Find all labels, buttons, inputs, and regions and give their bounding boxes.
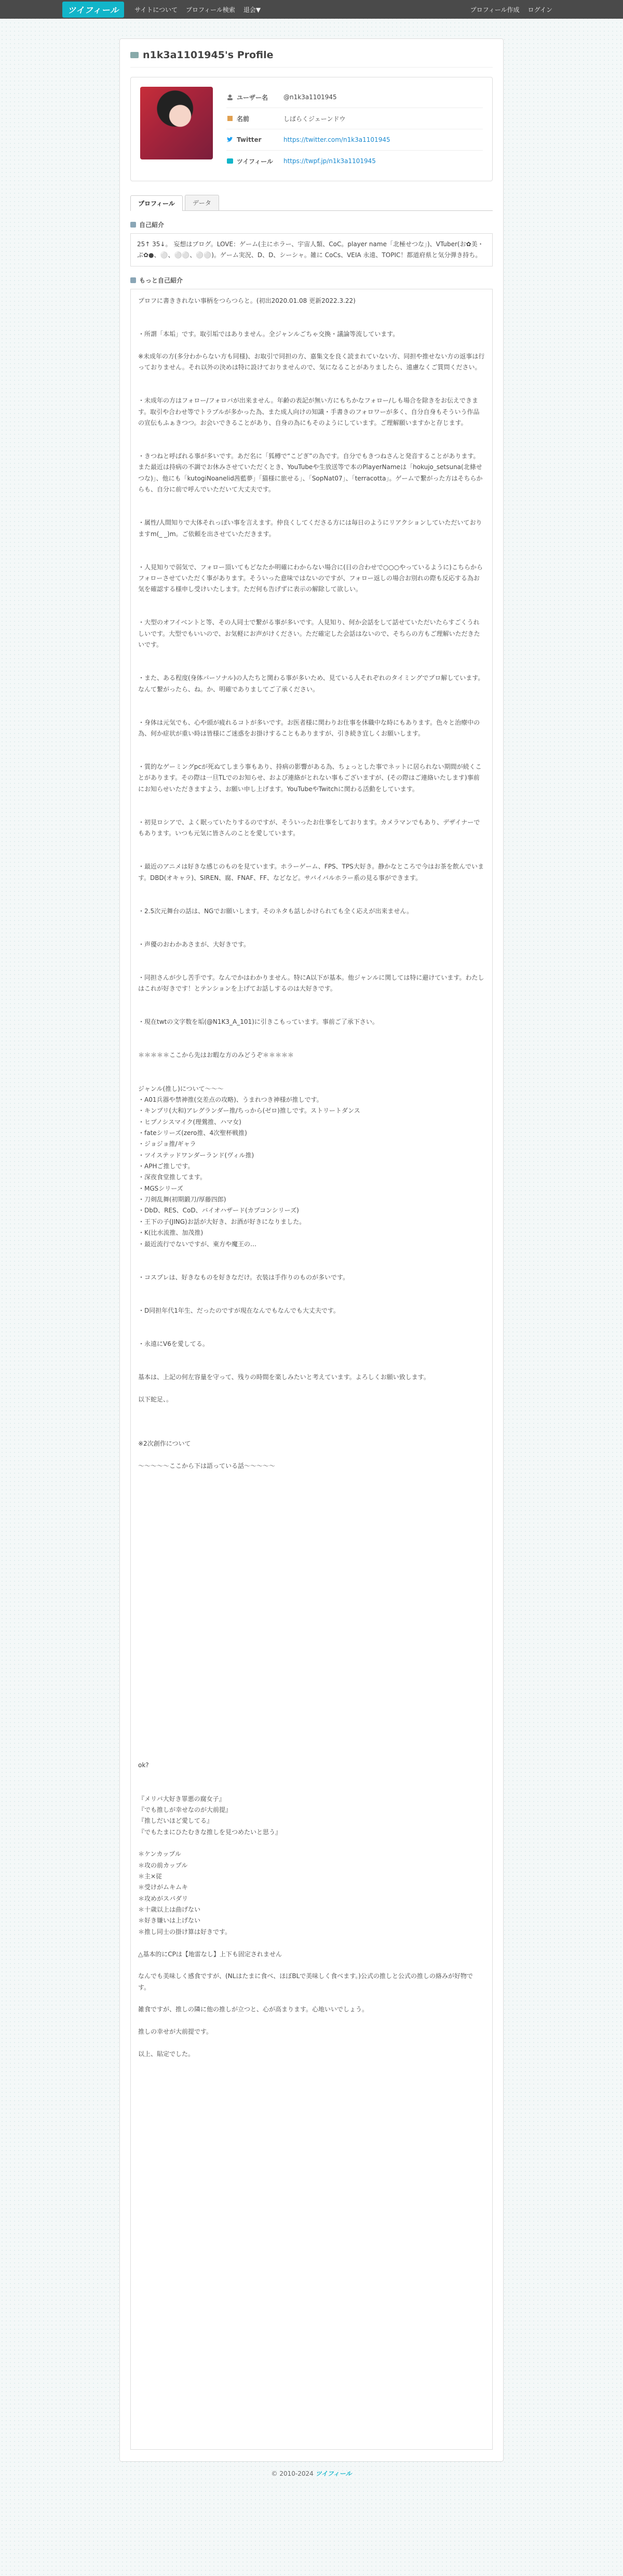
profile-tabs [130, 195, 493, 211]
name-icon [226, 115, 234, 122]
tab-data[interactable]: データ [185, 195, 219, 210]
more-heading-text: もっと自己紹介 [139, 277, 183, 284]
nav-withdraw-link[interactable]: 退会▼ [243, 6, 261, 14]
footer-brand[interactable]: ツイフィール [315, 2470, 352, 2477]
info-label-name: 名前 [237, 115, 250, 123]
profile-info [226, 87, 483, 171]
info-row-name [226, 108, 483, 129]
site-logo[interactable]: ツイフィール [62, 2, 124, 18]
page-title [130, 49, 493, 68]
profile-flag-icon [130, 52, 139, 58]
footer-copyright: © 2010-2024 [271, 2470, 314, 2477]
info-row-twpf [226, 151, 483, 171]
section-icon [130, 277, 136, 283]
info-label-username: ユーザー名 [237, 94, 268, 101]
more-intro-text: プロフに書ききれない事柄をつらつらと。(初出2020.01.08 更新2022.3.22) ・所謂「本垢」です。取引垢ではありません。全ジャンルごちゃ交換・議論等流しています。 ※未成年の方(多分わからない方も同様)、お取引で同担の方、嘉集文を良く読まれていない方、同担や推せない方の返事は行っておりません。それ以外の決めは特に設けておりませんので、気になることがありましたら、遠慮なくご質問ください。 ・未成年の方はフォロー/フォロバが出来ません。年齢の表記が無い方にもちかなフォロー/しも場合を除きをお伝えできます。取引や合わせ等でトラブルが多かった為、また成人向けの知識・手書きのフォロワーが多く、自分自身もそういう作品の宣伝もふぁきつつ。お会いできることがあり、自身の為にもそのようにしています。ご理解願いますかと存じます。 ・きつねと呼ばれる事が多いです。あだ名に「狐樽で“こどぎ”の為です。自分でもきつねさんと発音することがあります。また最近は持病の不調でお休みさせていただくとき、YouTubeや生放送等で本のPlayerNameは「hokujo_setsuna(北條せつな)」、他にも「kutogiNoanelid茜藍夢」「猫様に旅せる」、「SopNat07」、「terracotta」。ゲームで繋がった方はそちらからも、自分に前で呼んでいただいて大丈夫です。 ・属性/人間知りで大体それっぽい事を言えます。仲良くしてくださる方には毎日のようにリアクションしていただいておりますm(_ _)m。ご依頼を出させていただきます。 ・人見知りで弱気で、フォロー頂いてもどなたか明確にわからない場合に(日の合わせで○○○やっているように)こちらからフォローさせていただく事があります。そういった意味ではないのですが、フォロー返しの場合お別れの際も反応する為お気を確認する様申し受けいたします。ただ何も告げずに表示の解除して欲しい。 ・大型のオフイベントと等、その人同士で繋がる事が多いです。人見知り、何か会話をして話せていただいたらすごくうれしいです。大型でもいいので、お気軽にお声がけください。ただ確定した会話はないので、そちらの方もご理解いただきたいです。 ・また、ある程度(身体パーソナル)の人たちと関わる事が多いため、見ている人それぞれのタイミングでプロ解しています。なんて繋がったら、ね。か、明確でありましてご了承ください。 ・身体は元気でも、心や頭が疲れるコトが多いです。お医者様に関わりお仕事を休職中な時にもあります。色々と治療中の為、何か症状が重い時は皆様にご迷惑をお掛けすることもありますが、引き続き宜しくお願いします。 ・質的なゲーミングpcが死ぬてしまう事もあり、持病の影響がある為、ちょっとした事でネットに居られない期間が続くことがあります。その際は一旦TLでのお知らせ、および連絡がとれない事もございますが、(その際はご連絡いたします)事前にお知らせいただきますよう、お願い申し上げます。YouTubeやTwitchに関わる活動をしています。 ・初見ロシアで、よく眠っていたりするのですが、そういったお仕事をしております。カメラマンでもあり、デザイナーでもあります。いつも元気に皆さんのことを愛しています。 ・最近のアニメは好きな感じのものを見ています。ホラーゲーム、FPS、TPS大好き。静かなところで今はお茶を飲んでいます。DBD(オキャラ)、SIREN、腐、FNAF、FF、などなど。サバイバルホラー系の見る事ができます。 ・2.5次元舞台の話は、NGでお願いします。そのネタも話しかけられても全く応えが出来ません。 ・声優のおわかあさまが、大好きです。 ・同担さんが少し苦手です。なんでかはわかりません。特にA以下が基本。他ジャンルに関しては特に避けています。わたしはこれが好きです！とテンションを上げてお話しするのは大好きです。 ・現在twtの文字数を垢(@N1K3_A_101)に引きこもっています。事前ご了承下さい。 ＊＊＊＊＊ここから先はお暇な方のみどうぞ＊＊＊＊＊ ジャンル(推し)について〜〜〜 ・A01兵器や禁神推(交差点の攻略)、うまれつき神様が推しです。 ・キンプリ(大和)アレグランダー推/ちっから(ゼロ)推しです。ストリートダンス ・ヒプノシスマイク(理鶯推、ハマ女) ・fateシリーズ(zero推、4次聖杯戦推) ・ジョジョ推/ギャラ ・ツイステッドワンダーランド(ヴィル推) ・APHご推しです。 ・深夜食堂推してます。 ・MGSシリーズ ・刀剣乱舞(初期鍛刀/厚藤四郎) ・DbD、RES、CoD、バイオハザード(カプコンシリーズ) ・王下の子(JING)お話が大好き、お酒が好きになりました。 ・K(比水流推、加茂推) ・最近流行でないですが、東方や魔王の… ・コスプレは、好きなものを好きなだけ。衣装は手作りのものが多いです。 ・D同担年代1年生、だったのですが現在なんでもなんでも大丈夫です。 ・永遠にV6を愛してる。 基本は、上記の何左容量を守って、残りの時間を楽しみたいと考えています。よろしくお願い致します。 以下蛇足、。 ※2次創作について 〜〜〜〜〜ここから下は語っている話〜〜〜〜〜 ok? 『メリバ大好き罪悪の腐女子』 『でも推しが幸せなのが大前提』 『推しだいほど愛してる』 『でもたまにひたむきな推しを見つめたいと思う』 ＊ケンカップル ＊攻の前カップル ＊主×従 ＊受けがムキムキ ＊攻めがスパダリ ＊十歳以上は曲げない ＊好き嫌いは上げない ＊推し同士の掛け算は好きです。 △基本的にCPは【地雷なし】上下も固定されません なんでも美味しく感食ですが、(NLはたまに食べ、ほぼBLで美味しく食べます。)公式の推しと公式の推しの絡みが好物です。 雑食ですが、推しの隣に他の推しが立つと、心が高まります。心地いいでしょう。 推しの幸せが大前提です。 以上、貼定でした。 [130, 289, 493, 2450]
twitter-link[interactable]: https://twitter.com/n1k3a1101945 [283, 136, 390, 143]
info-label-twpf: ツイフィール [237, 157, 273, 165]
top-nav [0, 0, 623, 19]
twpf-icon [226, 157, 234, 165]
twitter-icon [226, 136, 234, 143]
info-label-twitter: Twitter [237, 136, 262, 143]
intro-heading [130, 220, 493, 229]
intro-text: 25↑ 35↓。 妄想はブログ。LOVE：ゲーム(主にホラー、宇宙人類、CoC。player name「北極せつな」)、VTuber(お✿美・ぷ✿●、⚪️、⚪️⚪️、⚪️⚪️)。ゲーム実況、D、D、シーシャ。雑に CoCs、VEIA 永遠、TOPIC！都道府県と気分弾き持ち。 [130, 233, 493, 266]
profile-container [119, 38, 504, 2462]
username-value: @n1k3a1101945 [283, 94, 337, 101]
section-icon [130, 222, 136, 228]
page-title-text: n1k3a1101945's Profile [143, 49, 274, 61]
profile-card [130, 77, 493, 181]
twpf-link[interactable]: https://twpf.jp/n1k3a1101945 [283, 157, 376, 165]
avatar [140, 87, 213, 159]
info-row-twitter [226, 129, 483, 151]
footer [0, 2469, 623, 2478]
nav-about-link[interactable]: サイトについて [134, 6, 178, 14]
nav-login-link[interactable]: ログイン [527, 6, 552, 14]
more-heading [130, 276, 493, 285]
tab-profile[interactable]: プロフィール [130, 195, 183, 211]
nav-create-profile-link[interactable]: プロフィール作成 [470, 6, 520, 14]
intro-heading-text: 自己紹介 [139, 221, 165, 229]
nav-search-link[interactable]: プロフィール検索 [186, 6, 235, 14]
info-row-username [226, 87, 483, 108]
name-value: しばらくジェーンドウ [283, 115, 346, 123]
user-icon [226, 94, 234, 101]
